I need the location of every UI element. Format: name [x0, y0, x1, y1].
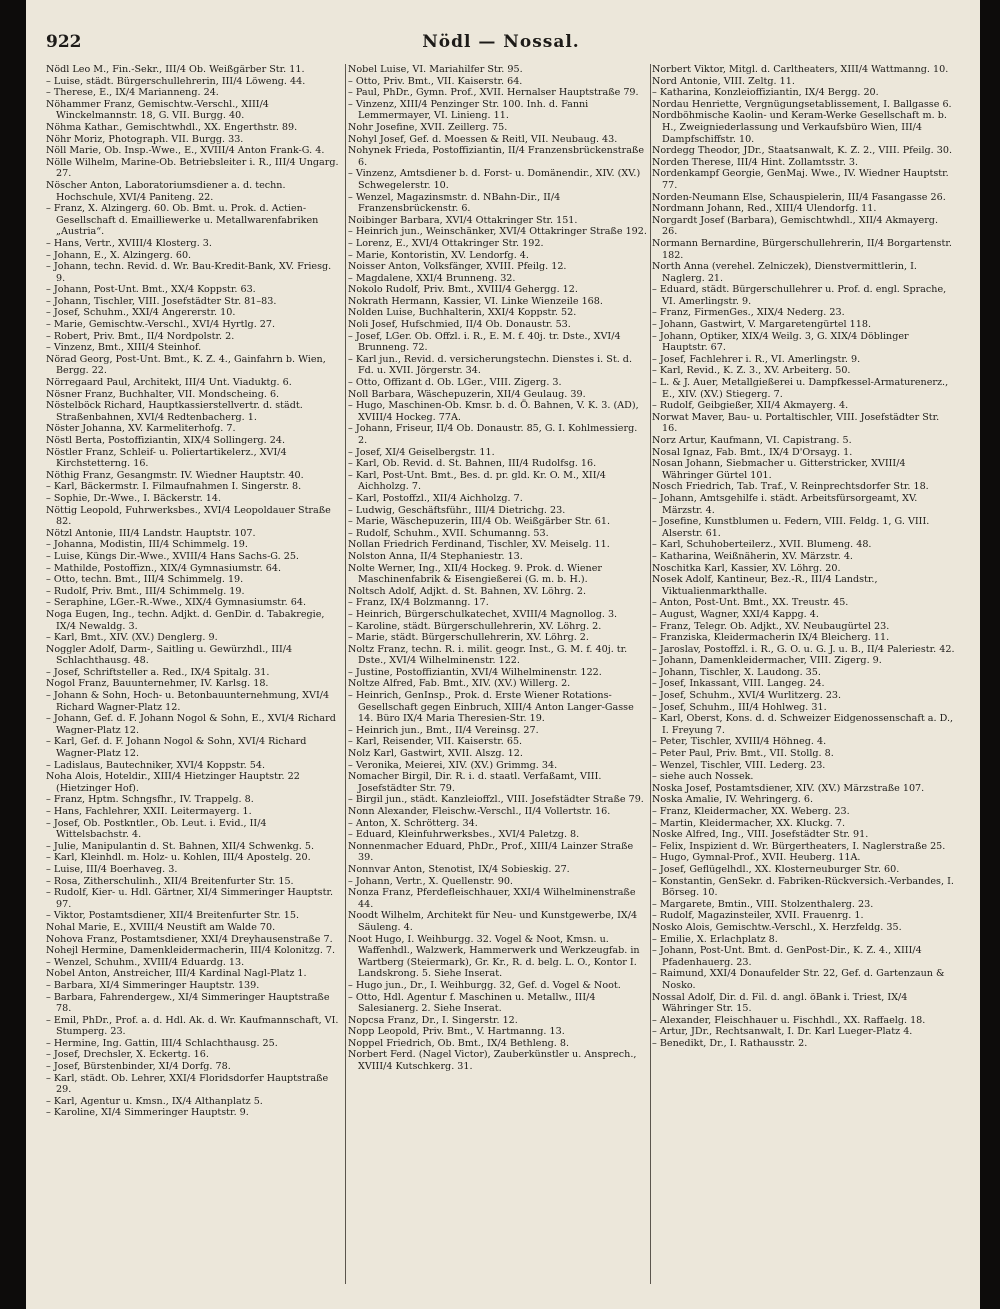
- directory-entry: – Rudolf, Magazinsteiler, XVII. Frauenrg. 1.: [652, 910, 864, 922]
- directory-entry: – Hans, Vertr., XVIII/4 Klosterg. 3.: [46, 237, 212, 249]
- directory-entry: – Barbara, XI/4 Simmeringer Hauptstr. 139.: [46, 979, 260, 991]
- directory-entry: Nord Antonie, VIII. Zeltg. 11.: [652, 75, 795, 87]
- directory-entry: – Anton, Post-Unt. Bmt., XX. Treustr. 45.: [652, 597, 849, 609]
- directory-entry: Nordau Henriette, Vergnügungsetablissement, I. Ballgasse 6.: [652, 98, 952, 110]
- directory-entry: – Karl, Schuhoberteilerz., XVII. Blumeng. 48.: [652, 539, 872, 551]
- directory-entry: – Artur, JDr., Rechtsanwalt, I. Dr. Karl Lueger-Platz 4.: [652, 1026, 913, 1038]
- directory-entry: – Karl, Oberst, Kons. d. d. Schweizer Eidgenossenschaft a. D., I. Freyung 7.: [652, 713, 954, 736]
- directory-entry: Norwat Maver, Bau- u. Portaltischler, VIII. Josefstädter Str. 16.: [652, 411, 940, 435]
- directory-entry: Nörad Georg, Post-Unt. Bmt., K. Z. 4., Gainfahrn b. Wien, Bergg. 22.: [46, 353, 326, 377]
- directory-entry: – Heinrich jun., Weinschänker, XVI/4 Ottakringer Straße 192.: [348, 226, 647, 238]
- directory-entry: Nohova Franz, Postamtsdiener, XXI/4 Dreyhausenstraße 7.: [46, 933, 333, 945]
- directory-entry: – Josef, Inkassant, VIII. Langeg. 24.: [652, 678, 825, 690]
- directory-entry: Normann Bernardine, Bürgerschullehrerin, II/4 Borgartenstr. 182.: [652, 237, 952, 261]
- directory-entry: Nokrath Hermann, Kassier, VI. Linke Wienzeile 168.: [348, 295, 603, 307]
- directory-entry: – Julie, Manipulantin d. St. Bahnen, XII/4 Schwenkg. 5.: [46, 840, 315, 852]
- directory-entry: – Heinrich, GenInsp., Prok. d. Erste Wiener Rotations-Gesellschaft gegen Einbruch, XIII/4 Anton Langer-Gasse 14. Büro IX/4 Maria Theresien-Str. 19.: [348, 690, 634, 725]
- directory-entry: – Seraphine, LGer.-R.-Wwe., XIX/4 Gymnasiumstr. 64.: [46, 597, 307, 609]
- directory-entry: – Robert, Priv. Bmt., II/4 Nordpolstr. 2.: [46, 330, 235, 342]
- directory-entry: Nöstler Franz, Schleif- u. Poliertartikelerz., XVI/4 Kirchstetterng. 16.: [46, 446, 287, 470]
- column-3: [652, 64, 956, 1284]
- directory-entry: – Anton, X. Schrötterg. 34.: [348, 817, 478, 829]
- directory-entry: – Ladislaus, Bautechniker, XVI/4 Koppstr. 54.: [46, 759, 266, 771]
- directory-entry: – Franz, Hptm. Schngsfhr., IV. Trappelg. 8.: [46, 794, 254, 806]
- directory-entry: – Otto, Offizant d. Ob. LGer., VIII. Zigerg. 3.: [348, 377, 562, 389]
- directory-entry: Nobel Anton, Anstreicher, III/4 Kardinal Nagl-Platz 1.: [46, 968, 307, 980]
- directory-entry: – L. & J. Auer, Metallgießerei u. Dampfkessel-Armaturenerz., E., XIV. (XV.) Stiegerg. 7.: [652, 377, 949, 400]
- directory-entry: – Josef, Schuhm., XVI/4 Wurlitzerg. 23.: [652, 690, 842, 702]
- directory-entry: Nöll Marie, Ob. Insp.-Wwe., E., XVIII/4 Anton Frank-G. 4.: [46, 145, 325, 157]
- directory-entry: – Johann & Sohn, Hoch- u. Betonbauunternehmung, XVI/4 Richard Wagner-Platz 12.: [46, 690, 330, 713]
- directory-entry: Noppel Friedrich, Ob. Bmt., IX/4 Bethleng. 8.: [348, 1037, 570, 1049]
- directory-entry: – Johann, Vertr., X. Quellenstr. 90.: [348, 875, 513, 887]
- directory-entry: Nöttig Leopold, Fuhrwerksbes., XVI/4 Leopoldauer Straße 82.: [46, 504, 331, 528]
- directory-entry: Nogol Franz, Bauunternehmer, IV. Karlsg. 18.: [46, 678, 269, 690]
- directory-entry: – Johanna, Modistin, III/4 Schimmelg. 19.: [46, 539, 248, 551]
- directory-entry: – Karl jun., Revid. d. versicherungstechn. Dienstes i. St. d. Fd. u. XVII. Jörgerstr. 34.: [348, 353, 632, 377]
- directory-entry: Nosch Friedrich, Tab. Traf., V. Reinprechtsdorfer Str. 18.: [652, 481, 929, 493]
- directory-entry: Nonnvar Anton, Stenotist, IX/4 Sobieskig. 27.: [348, 863, 570, 875]
- directory-entry: – Franz, Telegr. Ob. Adjkt., XV. Neubaugürtel 23.: [652, 620, 890, 632]
- directory-entry: – Benedikt, Dr., I. Rathausstr. 2.: [652, 1037, 808, 1049]
- directory-entry: Nonza Franz, Pferdefleischhauer, XXI/4 Wilhelminenstraße 44.: [348, 887, 636, 910]
- directory-entry: – Margarete, Bmtin., VIII. Stolzenthalerg. 23.: [652, 898, 874, 910]
- directory-entry: – August, Wagner, XXI/4 Kappg. 4.: [652, 608, 819, 620]
- directory-entry: Noot Hugo, I. Weihburgg. 32. Vogel & Noot, Kmsn. u. Waffenhdl., Walzwerk, Hammerwerk und Werkzeugfab. in Wartberg (Steiermark), Gr. Kr., R. d. belg. L. O., Kontor I. Landskrong. 5. Siehe Inserat.: [348, 933, 640, 980]
- directory-entry: Nosan Johann, Siebmacher u. Gitterstricker, XVIII/4 Währinger Gürtel 101.: [652, 458, 906, 481]
- directory-entry: – Josef, Schuhm., XXI/4 Angererstr. 10.: [46, 307, 236, 319]
- directory-entry: – Josef, Ob. Postkntler., Ob. Leut. i. Evid., II/4 Wittelsbachstr. 4.: [46, 817, 267, 841]
- directory-entry: Nopcsa Franz, Dr., I. Singerstr. 12.: [348, 1014, 518, 1026]
- directory-entry: – Magdalene, XXI/4 Brunneng. 32.: [348, 272, 516, 284]
- directory-entry: Noschitka Karl, Kassier, XV. Löhrg. 20.: [652, 562, 841, 574]
- directory-entry: – Luise, Küngs Dir.-Wwe., XVIII/4 Hans Sachs-G. 25.: [46, 550, 299, 562]
- directory-entry: – Wenzel, Tischler, VIII. Lederg. 23.: [652, 759, 826, 771]
- directory-entry: Nossal Adolf, Dir. d. Fil. d. angl. öBank i. Triest, IX/4 Währinger Str. 15.: [652, 991, 908, 1015]
- directory-entry: – Marie, Kontoristin, XV. Lendorfg. 4.: [348, 249, 529, 261]
- directory-entry: – Vinzenz, Amtsdiener b. d. Forst- u. Domänendir., XIV. (XV.) Schwegelerstr. 10.: [348, 168, 641, 191]
- directory-entry: Nöhr Moriz, Photograph. VII. Burgg. 33.: [46, 133, 244, 145]
- directory-entry: – Franz, IX/4 Bolzmanng. 17.: [348, 597, 489, 609]
- directory-entry: – Karl, Bäckermstr. I. Filmaufnahmen I. Singerstr. 8.: [46, 481, 302, 493]
- directory-entry: Nordböhmische Kaolin- und Keram-Werke Gesellschaft m. b. H., Zweigniederlassung und Verkaufsbüro Wien, III/4 Dampfschiffstr. 10.: [652, 110, 947, 145]
- directory-entry: – Jaroslav, Postoffzl. i. R., G. O. u. G. J. u. B., II/4 Paleriestr. 42.: [652, 643, 955, 655]
- directory-entry: Norz Artur, Kaufmann, VI. Capistrang. 5.: [652, 435, 852, 446]
- directory-entry: – Viktor, Postamtsdiener, XII/4 Breitenfurter Str. 15.: [46, 910, 300, 922]
- directory-entry: Norden-Neumann Else, Schauspielerin, III/4 Fasangasse 26.: [652, 191, 946, 203]
- directory-entry: – Konstantin, GenSekr. d. Fabriken-Rückversich.-Verbandes, I. Börseg. 10.: [652, 875, 954, 899]
- directory-entry: Nöscher Anton, Laboratoriumsdiener a. d. techn. Hochschule, XVI/4 Paniteng. 22.: [46, 179, 286, 203]
- directory-entry: Nordenkampf Georgie, GenMaj. Wwe., IV. Wiedner Hauptstr. 77.: [652, 168, 949, 191]
- directory-entry: – Josef, Bürstenbinder, XI/4 Dorfg. 78.: [46, 1061, 231, 1073]
- directory-entry: – Josef, Schriftsteller a. Red., IX/4 Spitalg. 31.: [46, 666, 270, 678]
- directory-entry: Nordmann Johann, Red., XIII/4 Ulendorfg. 11.: [652, 203, 877, 215]
- directory-entry: – Franziska, Kleidermacherin IX/4 Bleicherg. 11.: [652, 632, 890, 644]
- directory-entry: – Johann, Optiker, XIX/4 Weilg. 3, G. XIX/4 Döblinger Hauptstr. 67.: [652, 330, 909, 354]
- directory-entry: – Karoline, XI/4 Simmeringer Hauptstr. 9.: [46, 1107, 249, 1119]
- directory-entry: North Anna (verehel. Zelniczek), Dienstvermittlerin, I. Naglerg. 21.: [652, 261, 917, 284]
- directory-entry: – Franz, X. Alzingerg. 60. Ob. Bmt. u. Prok. d. Actien-Gesellschaft d. Emailliewerke u. Metallwarenfabriken „Austria“.: [46, 203, 319, 238]
- directory-entry: Noltze Alfred, Fab. Bmt., XIV. (XV.) Willerg. 2.: [348, 678, 571, 690]
- directory-entry: – Hugo, Gymnal-Prof., XVII. Heuberg. 11A.: [652, 852, 861, 864]
- directory-entry: – Johann, Gastwirt, V. Margaretengürtel 118.: [652, 319, 872, 331]
- directory-entry: – Karl, Kleinhdl. m. Holz- u. Kohlen, III/4 Apostelg. 20.: [46, 852, 311, 864]
- directory-entry: – Otto, Priv. Bmt., VII. Kaiserstr. 64.: [348, 75, 523, 87]
- directory-entry: Nohr Josefine, XVII. Zeillerg. 75.: [348, 121, 508, 133]
- page-number: 922: [46, 32, 82, 52]
- directory-entry: – Karl, Agentur u. Kmsn., IX/4 Althanplatz 5.: [46, 1095, 263, 1107]
- directory-entry: Norbert Viktor, Mitgl. d. Carltheaters, XIII/4 Wattmanng. 10.: [652, 64, 949, 75]
- directory-entry: – Josefine, Kunstblumen u. Federn, VIII. Feldg. 1, G. VIII. Alserstr. 61.: [652, 516, 930, 539]
- directory-entry: Noli Josef, Hufschmied, II/4 Ob. Donaustr. 53.: [348, 319, 571, 331]
- directory-entry: – Eduard, städt. Bürgerschullehrer u. Prof. d. engl. Sprache, VI. Amerlingstr. 9.: [652, 284, 947, 307]
- directory-entry: – Veronika, Meierei, XIV. (XV.) Grimmg. 34.: [348, 759, 558, 771]
- directory-entry: Nomacher Birgil, Dir. R. i. d. staatl. Verfaßamt, VIII. Josefstädter Str. 79.: [348, 771, 602, 794]
- directory-entry: – Karl, Revid., K. Z. 3., XV. Arbeiterg. 50.: [652, 365, 851, 377]
- column-rule: [650, 64, 651, 1284]
- directory-entry: Nosek Adolf, Kantineur, Bez.-R., III/4 Landstr., Viktualienmarkthalle.: [652, 574, 878, 597]
- directory-entry: Nosko Alois, Gemischtw.-Verschl., X. Herzfeldg. 35.: [652, 921, 902, 933]
- directory-entry: – Otto, Hdl. Agentur f. Maschinen u. Metallw., III/4 Salesianerg. 2. Siehe Inserat.: [348, 991, 596, 1015]
- directory-entry: – Sophie, Dr.-Wwe., I. Bäckerstr. 14.: [46, 492, 222, 504]
- directory-entry: Nödl Leo M., Fin.-Sekr., III/4 Ob. Weißgärber Str. 11.: [46, 64, 305, 75]
- directory-entry: – Johann, E., X. Alzingerg. 60.: [46, 249, 192, 261]
- directory-entry: – Peter Paul, Priv. Bmt., VII. Stollg. 8.: [652, 748, 834, 760]
- directory-entry: – Lorenz, E., XVI/4 Ottakringer Str. 192.: [348, 237, 544, 249]
- directory-entry: – Peter, Tischler, XVIII/4 Höhneg. 4.: [652, 736, 827, 748]
- directory-entry: – Katharina, Weißnäherin, XV. Märzstr. 4.: [652, 550, 853, 562]
- directory-entry: – Heinrich jun., Bmt., II/4 Vereinsg. 27.: [348, 724, 539, 736]
- directory-entry: – Karl, Bmt., XIV. (XV.) Denglerg. 9.: [46, 632, 218, 644]
- directory-entry: – Johann, Post-Unt. Bmt., XX/4 Koppstr. 63.: [46, 284, 256, 296]
- directory-entry: – Vinzenz, Bmt., XIII/4 Steinhof.: [46, 342, 202, 354]
- directory-entry: – Alexander, Fleischhauer u. Fischhdl., XX. Raffaelg. 18.: [652, 1014, 926, 1026]
- column-rule: [345, 64, 346, 1284]
- directory-entry: – Emil, PhDr., Prof. a. d. Hdl. Ak. d. Wr. Kaufmannschaft, VI. Stumperg. 23.: [46, 1014, 339, 1038]
- directory-entry: Noska Josef, Postamtsdiener, XIV. (XV.) Märzstraße 107.: [652, 782, 925, 794]
- directory-entry: – Johann, Post-Unt. Bmt. d. GenPost-Dir., K. Z. 4., XIII/4 Pfadenhauerg. 23.: [652, 945, 922, 968]
- directory-entry: – Rudolf, Kier- u. Hdl. Gärtner, XI/4 Simmeringer Hauptstr. 97.: [46, 887, 334, 910]
- directory-entry: Nolston Anna, II/4 Stephaniestr. 13.: [348, 550, 523, 562]
- directory-entry: Nordegg Theodor, JDr., Staatsanwalt, K. Z. 2., VIII. Pfeilg. 30.: [652, 145, 953, 157]
- directory-entry: Nöster Johanna, XV. Karmeliterhofg. 7.: [46, 423, 236, 435]
- directory-entry: – Ludwig, Geschäftsführ., III/4 Dietrichg. 23.: [348, 504, 566, 516]
- directory-entry: – Johann, Tischler, VIII. Josefstädter Str. 81–83.: [46, 295, 277, 307]
- directory-entry: – Rudolf, Priv. Bmt., III/4 Schimmelg. 19.: [46, 585, 245, 597]
- directory-entry: Nolden Luise, Buchhalterin, XXI/4 Koppstr. 52.: [348, 307, 577, 319]
- directory-entry: – Justine, Postoffiziantin, XVI/4 Wilhelminenstr. 122.: [348, 666, 602, 678]
- directory-entry: Nokolo Rudolf, Priv. Bmt., XVIII/4 Gehergg. 12.: [348, 284, 578, 296]
- directory-entry: – siehe auch Nossek.: [652, 771, 754, 783]
- directory-entry: Nöstl Berta, Postoffiziantin, XIX/4 Sollingerg. 24.: [46, 435, 286, 446]
- directory-entry: – Karl, städt. Ob. Lehrer, XXI/4 Floridsdorfer Hauptstraße 29.: [46, 1072, 329, 1096]
- directory-entry: Noltz Franz, techn. R. i. milit. geogr. Inst., G. M. f. 40j. tr. Dste., XVI/4 Wilhelminenstr. 122.: [348, 643, 628, 667]
- directory-entry: – Karl, Post-Unt. Bmt., Bes. d. pr. gld. Kr. O. M., XII/4 Aichholzg. 7.: [348, 469, 606, 493]
- directory-entry: – Karl, Reisender, VII. Kaiserstr. 65.: [348, 736, 523, 748]
- directory-entry: Noisser Anton, Volksfänger, XVIII. Pfeilg. 12.: [348, 261, 567, 273]
- directory-entry: – Raimund, XXI/4 Donaufelder Str. 22, Gef. d. Gartenzaun & Nosko.: [652, 968, 945, 991]
- directory-entry: Norden Therese, III/4 Hint. Zollamtsstr. 3.: [652, 156, 859, 168]
- directory-entry: Noske Alfred, Ing., VIII. Josefstädter Str. 91.: [652, 829, 869, 841]
- directory-entry: – Karoline, städt. Bürgerschullehrerin, XV. Löhrg. 2.: [348, 620, 602, 632]
- directory-entry: – Wenzel, Schuhm., XVIII/4 Eduardg. 13.: [46, 956, 245, 968]
- directory-entry: – Josef, LGer. Ob. Offzl. i. R., E. M. f. 40j. tr. Dste., XVI/4 Brunneng. 72.: [348, 330, 621, 354]
- directory-entry: Nolte Werner, Ing., XII/4 Hockeg. 9. Prok. d. Wiener Maschinenfabrik & Eisengießerei (G. m. b. H.).: [348, 562, 603, 586]
- directory-entry: Nosal Ignaz, Fab. Bmt., IX/4 D'Orsayg. 1.: [652, 446, 853, 458]
- directory-entry: Nölle Wilhelm, Marine-Ob. Betriebsleiter i. R., III/4 Ungarg. 27.: [46, 156, 339, 180]
- directory-entry: – Hugo jun., Dr., I. Weihburgg. 32, Gef. d. Vogel & Noot.: [348, 979, 621, 991]
- directory-entry: Nonnenmacher Eduard, PhDr., Prof., XIII/4 Lainzer Straße 39.: [348, 840, 634, 864]
- directory-entry: Nörregaard Paul, Architekt, III/4 Unt. Viaduktg. 6.: [46, 377, 292, 389]
- directory-entry: – Luise, städt. Bürgerschullehrerin, III/4 Löweng. 44.: [46, 75, 306, 87]
- directory-entry: – Vinzenz, XIII/4 Penzinger Str. 100. Inh. d. Fanni Lemmermayer, VI. Linieng. 11.: [348, 98, 589, 122]
- directory-entry: – Johann, Tischler, X. Laudong. 35.: [652, 666, 821, 678]
- directory-entry: – Marie, Gemischtw.-Verschl., XVI/4 Hyrtlg. 27.: [46, 319, 276, 331]
- directory-entry: – Eduard, Kleinfuhrwerksbes., XVI/4 Paletzg. 8.: [348, 829, 580, 841]
- directory-entry: Noga Eugen, Ing., techn. Adjkt. d. GenDir. d. Tabakregie, IX/4 Newaldg. 3.: [46, 608, 325, 632]
- column-1: [46, 64, 342, 1284]
- directory-entry: – Josef, XI/4 Geiselbergstr. 11.: [348, 446, 495, 458]
- directory-entry: Nollan Friedrich Ferdinand, Tischler, XV. Meiselg. 11.: [348, 539, 610, 551]
- directory-entry: – Hermine, Ing. Gattin, III/4 Schlachthausg. 25.: [46, 1037, 278, 1049]
- directory-entry: – Emilie, X. Erlachplatz 8.: [652, 933, 778, 945]
- directory-entry: – Johann, Gef. d. F. Johann Nogol & Sohn, E., XVI/4 Richard Wagner-Platz 12.: [46, 713, 336, 736]
- directory-entry: Noska Amalie, IV. Wehringerg. 6.: [652, 794, 814, 806]
- directory-entry: – Mathilde, Postoffizn., XIX/4 Gymnasiumstr. 64.: [46, 562, 281, 574]
- directory-entry: – Karl, Ob. Revid. d. St. Bahnen, III/4 Rudolfsg. 16.: [348, 458, 597, 470]
- directory-entry: Norbert Ferd. (Nagel Victor), Zauberkünstler u. Ansprech., XVIII/4 Kutschkerg. 31.: [348, 1049, 637, 1073]
- directory-entry: – Franz, FirmenGes., XIX/4 Nederg. 23.: [652, 307, 845, 319]
- directory-entry: – Rudolf, Schuhm., XVII. Schumanng. 53.: [348, 527, 549, 539]
- directory-entry: Nöhammer Franz, Gemischtw.-Verschl., XIII/4 Winckelmannstr. 18, G. VII. Burgg. 40.: [46, 98, 269, 122]
- directory-entry: – Birgil jun., städt. Kanzleioffzl., VIII. Josefstädter Straße 79.: [348, 794, 644, 806]
- running-head: Nödl — Nossal.: [422, 32, 580, 52]
- directory-entry: Nöthig Franz, Gesangmstr. IV. Wiedner Hauptstr. 40.: [46, 469, 304, 481]
- directory-entry: – Therese, E., IX/4 Marianneng. 24.: [46, 87, 219, 99]
- directory-entry: – Josef, Drechsler, X. Eckertg. 16.: [46, 1049, 209, 1061]
- directory-entry: Noha Alois, Hoteldir., XIII/4 Hietzinger Hauptstr. 22 (Hietzinger Hof).: [46, 771, 300, 794]
- directory-entry: – Hugo, Maschinen-Ob. Kmsr. b. d. Ö. Bahnen, V. K. 3. (AD), XVIII/4 Hockeg. 77A.: [348, 400, 639, 423]
- directory-entry: – Wenzel, Magazinsmstr. d. NBahn-Dir., II/4 Franzensbrückenstr. 6.: [348, 191, 561, 215]
- directory-entry: Nohejl Hermine, Damenkleidermacherin, III/4 Kolonitzg. 7.: [46, 945, 336, 957]
- directory-entry: Nonn Alexander, Fleischw.-Verschl., II/4 Vollertstr. 16.: [348, 806, 611, 817]
- directory-entry: – Rosa, Zitherschulinh., XII/4 Breitenfurter Str. 15.: [46, 875, 294, 887]
- directory-entry: Nopp Leopold, Priv. Bmt., V. Hartmanng. 13.: [348, 1026, 565, 1038]
- directory-entry: Noodt Wilhelm, Architekt für Neu- und Kunstgewerbe, IX/4 Säuleng. 4.: [348, 910, 638, 933]
- scan-border-right: [980, 0, 1000, 1309]
- directory-entry: – Heinrich, Bürgerschulkatechet, XVIII/4 Magnollog. 3.: [348, 608, 618, 620]
- directory-entry: – Josef, Fachlehrer i. R., VI. Amerlingstr. 9.: [652, 353, 861, 365]
- directory-entry: Nohynek Frieda, Postoffiziantin, II/4 Franzensbrückenstraße 6.: [348, 145, 645, 168]
- directory-entry: Nolz Karl, Gastwirt, XVII. Alszg. 12.: [348, 748, 523, 760]
- directory-entry: – Franz, Kleidermacher, XX. Weberg. 23.: [652, 806, 850, 817]
- directory-entry: – Karl, Postoffzl., XII/4 Aichholzg. 7.: [348, 492, 523, 504]
- directory-entry: Noibinger Barbara, XVI/4 Ottakringer Str. 151.: [348, 214, 578, 226]
- directory-entry: – Felix, Inspizient d. Wr. Bürgertheaters, I. Naglerstraße 25.: [652, 840, 946, 852]
- directory-entry: Nohyl Josef, Gef. d. Moessen & Reitl, VII. Neubaug. 43.: [348, 133, 618, 145]
- directory-entry: – Hans, Fachlehrer, XXII. Leitermayerg. 1.: [46, 806, 252, 817]
- directory-entry: Norgardt Josef (Barbara), Gemischtwhdl., XII/4 Akmayerg. 26.: [652, 214, 938, 238]
- directory-entry: Nöstelböck Richard, Hauptkassierstellvertr. d. städt. Straßenbahnen, XVI/4 Redtenbacherg. 1.: [46, 400, 303, 423]
- directory-entry: – Karl, Gef. d. F. Johann Nogol & Sohn, XVI/4 Richard Wagner-Platz 12.: [46, 736, 307, 760]
- directory-entry: – Johann, Damenkleidermacher, VIII. Zigerg. 9.: [652, 655, 882, 667]
- directory-columns: [46, 64, 956, 1284]
- directory-entry: – Paul, PhDr., Gymn. Prof., XVII. Hernalser Hauptstraße 79.: [348, 87, 639, 99]
- directory-entry: – Josef, Schuhm., III/4 Hohlweg. 31.: [652, 701, 827, 713]
- directory-entry: Nöhma Kathar., Gemischtwhdl., XX. Engerthstr. 89.: [46, 121, 298, 133]
- directory-entry: Noltsch Adolf, Adjkt. d. St. Bahnen, XV. Löhrg. 2.: [348, 585, 586, 597]
- directory-entry: Noggler Adolf, Darm-, Saitling u. Gewürzhdl., III/4 Schlachthausg. 48.: [46, 643, 293, 667]
- column-2: [348, 64, 648, 1284]
- directory-entry: – Johann, techn. Revid. d. Wr. Bau-Kredit-Bank, XV. Friesg. 9.: [46, 261, 332, 284]
- directory-entry: – Barbara, Fahrendergew., XI/4 Simmeringer Hauptstraße 78.: [46, 991, 330, 1015]
- directory-entry: Nötzl Antonie, III/4 Landstr. Hauptstr. 107.: [46, 527, 256, 539]
- directory-entry: Noll Barbara, Wäschepuzerin, XII/4 Geulaug. 39.: [348, 388, 586, 400]
- directory-entry: – Johann, Amtsgehilfe i. städt. Arbeitsfürsorgeamt, XV. Märzstr. 4.: [652, 492, 918, 516]
- directory-entry: – Josef, Geflügelhdl., XX. Klosterneuburger Str. 60.: [652, 863, 900, 875]
- directory-entry: – Otto, techn. Bmt., III/4 Schimmelg. 19.: [46, 574, 244, 586]
- directory-entry: – Martin, Kleidermacher, XX. Kluckg. 7.: [652, 817, 845, 829]
- page-header: [46, 32, 956, 58]
- directory-entry: – Marie, städt. Bürgerschullehrerin, XV. Löhrg. 2.: [348, 632, 589, 644]
- scan-border-left: [0, 0, 26, 1309]
- directory-entry: – Luise, III/4 Boerhaveg. 3.: [46, 863, 178, 875]
- directory-entry: – Johann, Friseur, II/4 Ob. Donaustr. 85, G. I. Kohlmessierg. 2.: [348, 423, 638, 446]
- directory-entry: Nobel Luise, VI. Mariahilfer Str. 95.: [348, 64, 523, 75]
- directory-entry: – Rudolf, Geibgießer, XII/4 Akmayerg. 4.: [652, 400, 849, 412]
- directory-entry: – Marie, Wäschepuzerin, III/4 Ob. Weißgärber Str. 61.: [348, 516, 611, 528]
- directory-entry: – Katharina, Konzleioffiziantin, IX/4 Bergg. 20.: [652, 87, 879, 99]
- directory-entry: Nohal Marie, E., XVIII/4 Neustift am Walde 70.: [46, 921, 276, 933]
- directory-entry: Nösner Franz, Buchhalter, VII. Mondscheing. 6.: [46, 388, 280, 400]
